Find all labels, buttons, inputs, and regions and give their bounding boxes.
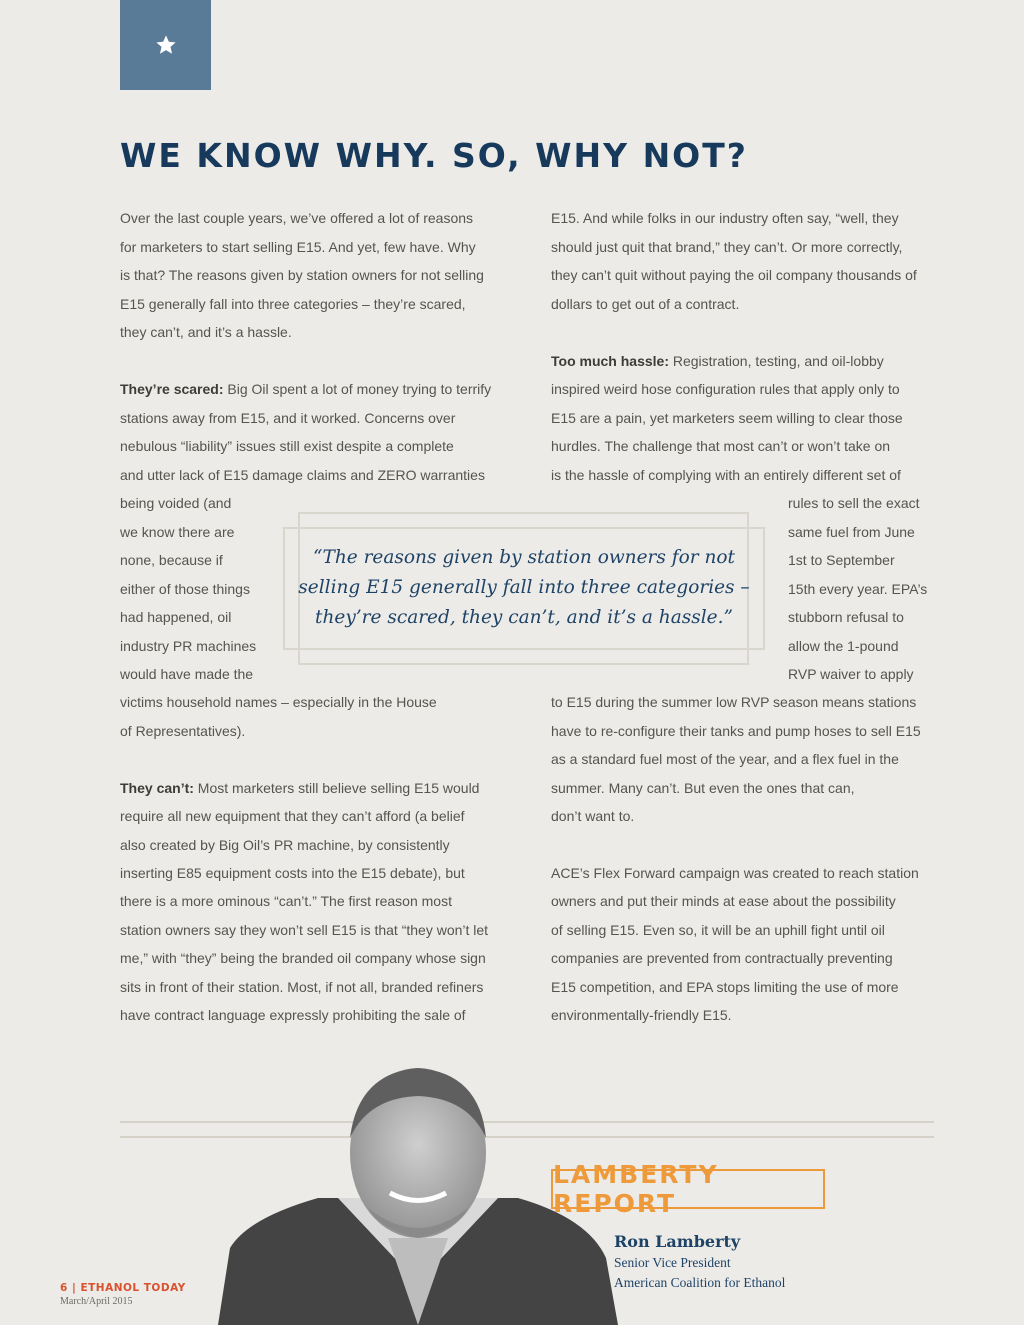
body-text: inserting E85 equipment costs into the E15 debate), but [120,865,465,881]
body-text-line [551,951,893,965]
author-title: Senior Vice President [614,1255,731,1270]
body-text-line [120,582,250,596]
body-text-line [120,240,476,254]
body-text-line [120,951,486,965]
paragraph-lead-in: Too much hassle: [551,353,669,369]
body-text: victims household names – especially in the House [120,694,437,710]
body-text-line [788,639,899,653]
body-text: would have made the [120,666,254,682]
body-text: dollars to get out of a contract. [551,296,740,312]
body-text: me,” with “they” being the branded oil company whose sign [120,950,486,966]
body-text: sits in front of their station. Most, if not all, branded refiners [120,979,484,995]
body-text: to E15 during the summer low RVP season means stations [551,694,917,710]
body-text: being voided (and [120,495,232,511]
body-text: companies are prevented from contractually preventing [551,950,893,966]
body-text-line [788,582,927,596]
body-text: nebulous “liability” issues still exist despite a complete [120,438,454,454]
body-text-line [120,923,488,937]
report-title-box: LAMBERTY REPORT [551,1169,825,1209]
body-text-line [120,639,256,653]
body-text: as a standard fuel most of the year, and a flex fuel in the [551,751,899,767]
body-text: and utter lack of E15 damage claims and ZERO warranties [120,467,485,483]
body-text-line [551,894,896,908]
body-text-line [551,1008,732,1022]
body-text: RVP waiver to apply [788,666,914,682]
body-text-line [551,866,919,880]
body-text: Most marketers still believe selling E15 would [193,780,480,796]
body-text-line [120,838,450,852]
body-text-line [788,496,920,510]
body-text-line [551,382,900,396]
body-text-line [120,325,292,339]
body-text: hurdles. The challenge that most can’t or won’t take on [551,438,891,454]
body-text: had happened, oil [120,609,232,625]
body-text: of selling E15. Even so, it will be an uphill fight until oil [551,922,885,938]
body-text: we know there are [120,524,235,540]
body-text: either of those things [120,581,250,597]
paragraph-lead-in: They can’t: [120,780,194,796]
body-text-line [551,354,884,368]
body-text-line [120,894,452,908]
body-text: owners and put their minds at ease about the possibility [551,893,896,909]
header-star-block [120,0,211,90]
body-text-line [551,268,917,282]
body-text-line [120,695,437,709]
body-text-line [788,553,895,567]
body-text-line [120,610,231,624]
body-text: E15 are a pain, yet marketers seem willing to clear those [551,410,903,426]
body-text: rules to sell the exact [788,495,920,511]
body-text-line [120,724,245,738]
body-text-line [120,525,234,539]
body-text-line [551,468,901,482]
body-text-line [788,610,904,624]
body-text: Big Oil spent a lot of money trying to terrify [223,381,492,397]
body-text: none, because if [120,552,223,568]
body-text: stubborn refusal to [788,609,904,625]
body-text-line [120,211,473,225]
pull-quote-line: they’re scared, they can’t, and it’s a hassle.” [315,607,733,628]
body-text: inspired weird hose configuration rules that apply only to [551,381,900,397]
body-text-line [788,525,915,539]
author-name: Ron Lamberty [614,1232,741,1251]
pull-quote-line: “The reasons given by station owners for not [313,547,735,568]
body-text-line [120,297,466,311]
body-text-line [551,297,739,311]
footer-page-label: 6 | ETHANOL TODAY [60,1282,186,1294]
body-text: station owners say they won’t sell E15 is that “they won’t let [120,922,489,938]
body-text-line [551,411,903,425]
body-text: stations away from E15, and it worked. Concerns over [120,410,456,426]
body-text: 15th every year. EPA’s [788,581,928,597]
body-text: 1st to September [788,552,895,568]
body-text: there is a more ominous “can’t.” The first reason most [120,893,452,909]
body-text: of Representatives). [120,723,246,739]
body-text: E15 competition, and EPA stops limiting the use of more [551,979,899,995]
headline: WE KNOW WHY. SO, WHY NOT? [120,136,748,175]
body-text-line [120,468,485,482]
body-text-line [551,724,921,738]
body-text: also created by Big Oil’s PR machine, by consistently [120,837,450,853]
body-text: E15 generally fall into three categories – they’re scared, [120,296,466,312]
body-text: have to re-configure their tanks and pump hoses to sell E15 [551,723,921,739]
body-text-line [120,1008,466,1022]
pull-quote-line: selling E15 generally fall into three categories – [298,577,750,598]
body-text-line [120,268,484,282]
body-text: same fuel from June [788,524,915,540]
body-text-line [551,923,885,937]
body-text-line [120,439,454,453]
body-text: Over the last couple years, we’ve offered a lot of reasons [120,210,474,226]
star-icon [155,34,177,56]
body-text-line [120,667,253,681]
body-text: they can’t, and it’s a hassle. [120,324,292,340]
body-text: they can’t quit without paying the oil company thousands of [551,267,917,283]
body-text: have contract language expressly prohibiting the sale of [120,1007,466,1023]
body-text-line [120,496,231,510]
body-text-line [551,695,916,709]
author-organization: American Coalition for Ethanol [614,1275,786,1290]
body-text: for marketers to start selling E15. And yet, few have. Why [120,239,476,255]
body-text: should just quit that brand,” they can’t. Or more correctly, [551,239,903,255]
body-text-line [551,752,899,766]
body-text-line [788,667,914,681]
body-text: E15. And while folks in our industry often say, “well, they [551,210,899,226]
body-text-line [551,809,634,823]
body-text-line [120,781,479,795]
body-text-line [120,809,465,823]
body-text-line [551,781,855,795]
body-text: require all new equipment that they can’t afford (a belief [120,808,465,824]
body-text-line [120,411,455,425]
body-text-line [551,980,899,994]
body-text-line [120,553,223,567]
body-text: environmentally-friendly E15. [551,1007,732,1023]
paragraph-lead-in: They’re scared: [120,381,224,397]
body-text: Registration, testing, and oil-lobby [668,353,884,369]
body-text-line [551,240,902,254]
body-text-line [551,439,890,453]
body-text-line [120,382,491,396]
body-text-line [551,211,899,225]
body-text: don’t want to. [551,808,635,824]
body-text-line [120,866,465,880]
body-text-line [120,980,483,994]
body-text: ACE’s Flex Forward campaign was created to reach station [551,865,919,881]
footer-issue-date: March/April 2015 [60,1296,133,1307]
body-text: allow the 1-pound [788,638,899,654]
body-text: is the hassle of complying with an entirely different set of [551,467,901,483]
body-text: summer. Many can’t. But even the ones that can, [551,780,855,796]
body-text: industry PR machines [120,638,257,654]
body-text: is that? The reasons given by station owners for not selling [120,267,484,283]
